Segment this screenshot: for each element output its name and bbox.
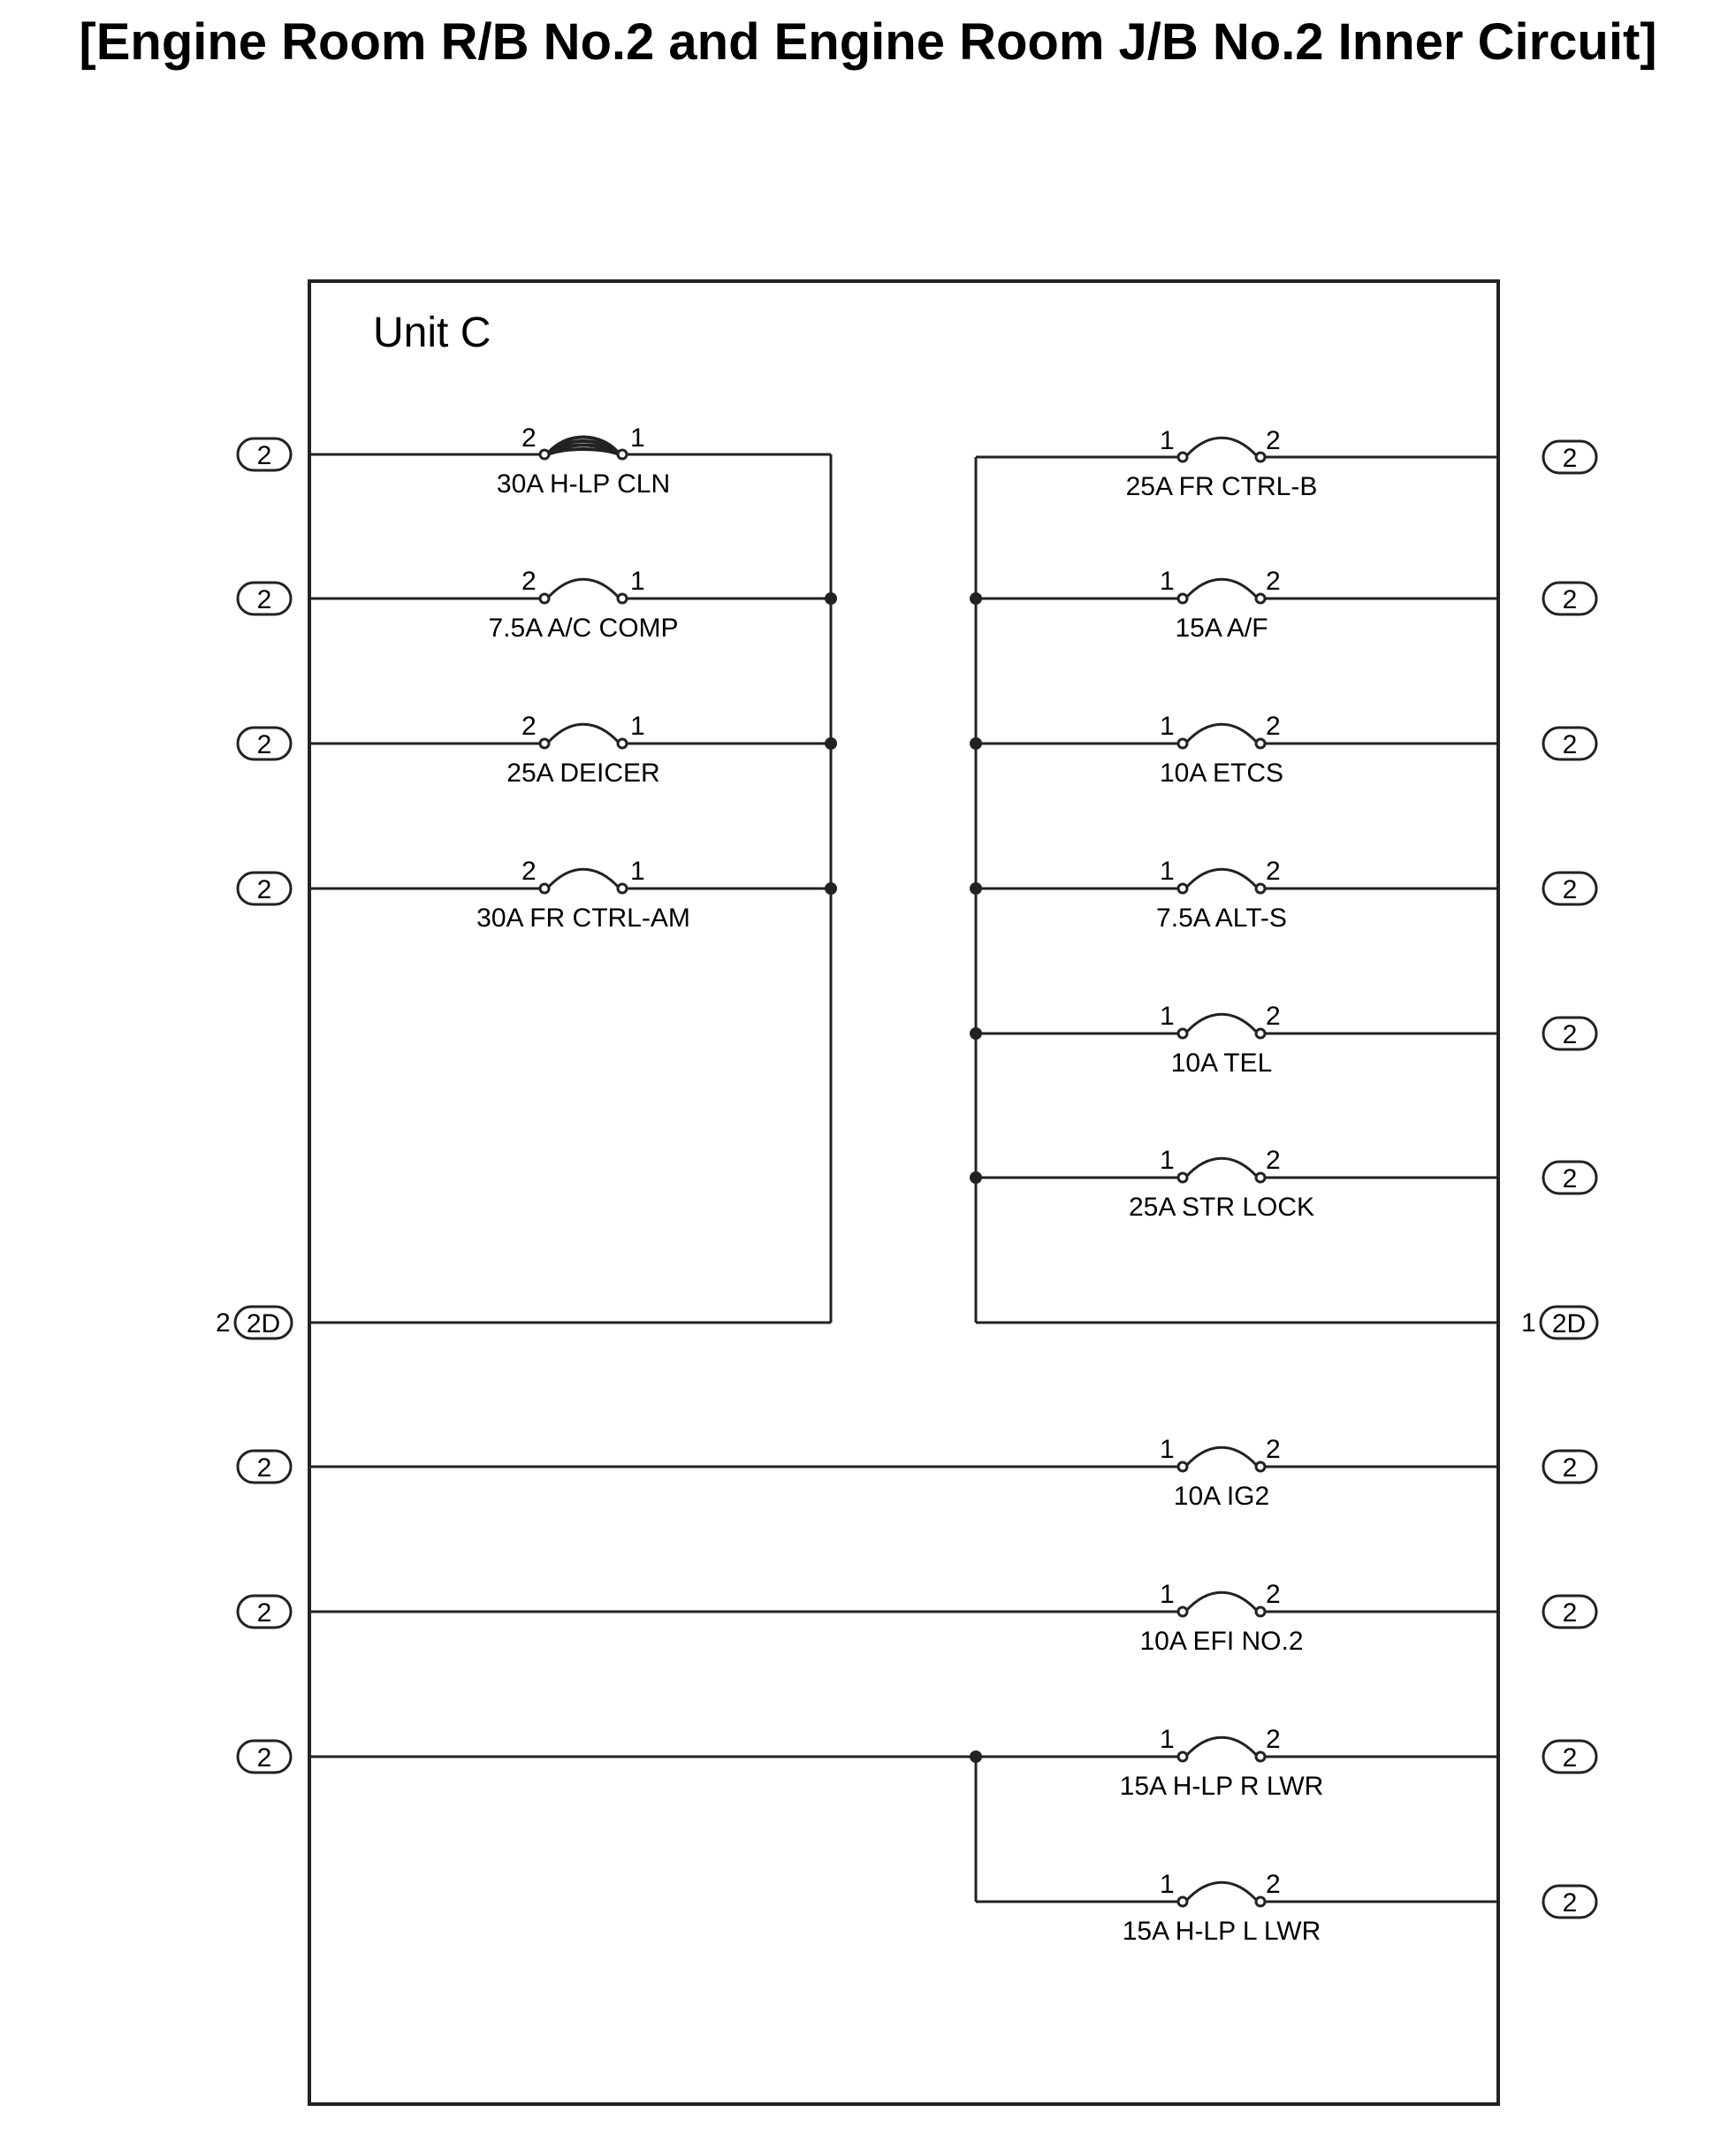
fuse-label: 15A H-LP L LWR bbox=[1122, 1917, 1321, 1946]
fuse-label: 7.5A ALT-S bbox=[1156, 904, 1287, 933]
right-2d-pin: 1 bbox=[1521, 1308, 1536, 1338]
fuse-pin-label: 1 bbox=[1160, 857, 1175, 886]
fuse-label: 15A H-LP R LWR bbox=[1119, 1772, 1324, 1801]
fuse-icon bbox=[1178, 1158, 1265, 1182]
fuse-pin-label: 1 bbox=[1160, 426, 1175, 455]
left-connector-6-label: 2 bbox=[256, 1598, 272, 1628]
right-connector-2-label: 2 bbox=[1562, 585, 1578, 614]
fuse-label: 10A TEL bbox=[1170, 1049, 1273, 1078]
fuse-pin-label: 1 bbox=[1160, 1435, 1175, 1464]
fuse-icon bbox=[540, 579, 627, 603]
fuse-pin-label: 2 bbox=[522, 423, 537, 453]
fusible-link-icon bbox=[540, 438, 627, 460]
fuse-pin-label: 1 bbox=[1160, 567, 1175, 596]
fuse-pin-label: 2 bbox=[522, 567, 537, 596]
left-connector-5-label: 2 bbox=[256, 1453, 272, 1483]
fuse-icon bbox=[1178, 579, 1265, 603]
right-connector-6-label: 2 bbox=[1562, 1164, 1578, 1194]
right-connector-4-label: 2 bbox=[1562, 875, 1578, 904]
fuse-pin-label: 2 bbox=[1266, 1002, 1281, 1031]
left-connector-1-label: 2 bbox=[256, 441, 272, 470]
left-connector-4-label: 2 bbox=[256, 875, 272, 904]
fuse-pin-label: 1 bbox=[1160, 712, 1175, 741]
fuse-pin-label: 1 bbox=[1160, 1580, 1175, 1609]
fuse-label: 30A H-LP CLN bbox=[496, 469, 671, 499]
unit-label: Unit C bbox=[373, 309, 491, 356]
fuse-label: 10A IG2 bbox=[1173, 1482, 1270, 1511]
fuse-icon bbox=[540, 869, 627, 893]
left-connector-7-label: 2 bbox=[256, 1743, 272, 1773]
right-connector-3-label: 2 bbox=[1562, 730, 1578, 759]
right-connector-2d-label: 2D bbox=[1551, 1309, 1587, 1338]
fuse-label: 25A DEICER bbox=[506, 759, 660, 788]
fuse-pin-label: 1 bbox=[630, 857, 645, 886]
unit-box bbox=[309, 281, 1498, 2104]
fuse-icon bbox=[1178, 1014, 1265, 1038]
right-connector-5-label: 2 bbox=[1562, 1020, 1578, 1049]
fuse-pin-label: 2 bbox=[1266, 1435, 1281, 1464]
left-2d-pin: 2 bbox=[216, 1308, 231, 1338]
fuse-label: 15A A/F bbox=[1175, 614, 1268, 643]
fuse-pin-label: 2 bbox=[1266, 1725, 1281, 1754]
fuse-icon bbox=[1178, 869, 1265, 893]
fuse-pin-label: 2 bbox=[522, 857, 537, 886]
left-connector-3-label: 2 bbox=[256, 730, 272, 759]
fuse-pin-label: 1 bbox=[1160, 1725, 1175, 1754]
fuse-pin-label: 2 bbox=[1266, 857, 1281, 886]
fuse-pin-label: 1 bbox=[1160, 1870, 1175, 1899]
fuse-pin-label: 1 bbox=[1160, 1002, 1175, 1031]
fuse-pin-label: 1 bbox=[630, 712, 645, 741]
fuse-pin-label: 2 bbox=[1266, 1146, 1281, 1175]
right-connector-10-label: 2 bbox=[1562, 1888, 1578, 1918]
left-bus-wires bbox=[309, 454, 831, 1323]
fuse-icon bbox=[1178, 1737, 1265, 1761]
fuse-icon bbox=[1178, 1592, 1265, 1616]
left-connector-2d-label: 2D bbox=[246, 1309, 281, 1338]
fuse-icon bbox=[1178, 1882, 1265, 1906]
fuse-pin-label: 2 bbox=[1266, 712, 1281, 741]
fuse-label: 30A FR CTRL-AM bbox=[476, 904, 690, 933]
bottom-junction-dots bbox=[970, 1750, 982, 1763]
fuse-icon bbox=[1178, 724, 1265, 748]
right-connector-7-label: 2 bbox=[1562, 1453, 1578, 1483]
right-connector-9-label: 2 bbox=[1562, 1743, 1578, 1773]
right-connector-8-label: 2 bbox=[1562, 1598, 1578, 1628]
fuse-label: 7.5A A/C COMP bbox=[488, 614, 679, 643]
right-connector-1-label: 2 bbox=[1562, 444, 1578, 473]
fuse-label: 25A STR LOCK bbox=[1128, 1193, 1315, 1222]
fuse-pin-label: 2 bbox=[1266, 1870, 1281, 1899]
fuse-icon bbox=[1178, 1447, 1265, 1471]
fuse-label: 10A EFI NO.2 bbox=[1139, 1627, 1304, 1656]
fuse-label: 25A FR CTRL-B bbox=[1125, 472, 1318, 501]
fuse-icon bbox=[540, 724, 627, 748]
fuse-pin-label: 1 bbox=[1160, 1146, 1175, 1175]
fuse-pin-label: 1 bbox=[630, 567, 645, 596]
fuse-icon bbox=[1178, 438, 1265, 461]
fuse-pin-label: 2 bbox=[522, 712, 537, 741]
left-connector-2-label: 2 bbox=[256, 585, 272, 614]
page-title: [Engine Room R/B No.2 and Engine Room J/B No.2 Inner Circuit] bbox=[79, 13, 1657, 71]
fuse-label: 10A ETCS bbox=[1159, 759, 1284, 788]
fuse-pin-label: 2 bbox=[1266, 567, 1281, 596]
fuse-pin-label: 2 bbox=[1266, 1580, 1281, 1609]
fuse-pin-label: 2 bbox=[1266, 426, 1281, 455]
fuse-pin-label: 1 bbox=[630, 423, 645, 453]
bottom-wires bbox=[309, 1467, 1498, 1902]
